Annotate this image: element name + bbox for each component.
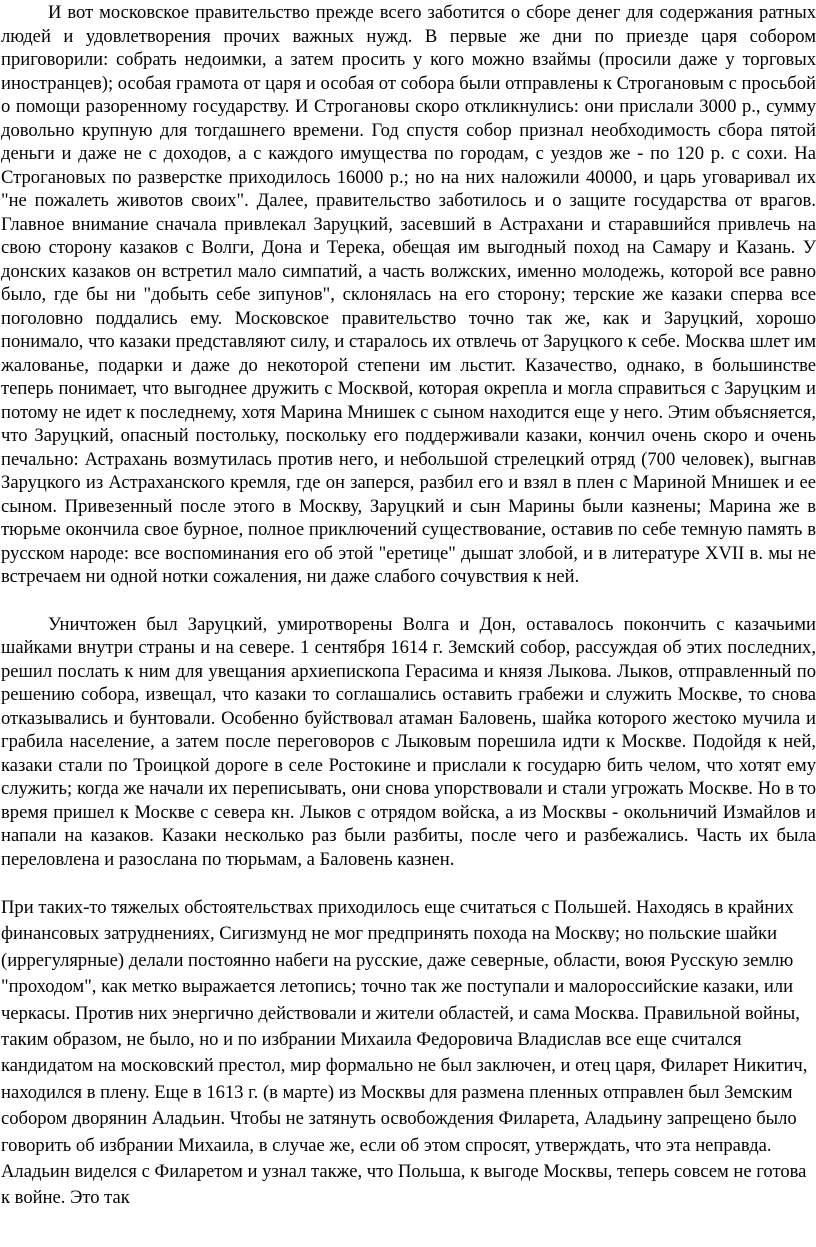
- paragraph-cossack-bands: Уничтожен был Заруцкий, умиротворены Волга и Дон, оставалось покончить с казачьими шайками внутри страны и на севере. 1 сентября 1614 г. Земский собор, рассуждая об этих последних, решил послать к ним для увещания архиепископа Герасима и князя Лыкова. Лыков, отправленный по решению собора, извещал, что казаки то соглашались оставить грабежи и служить Москве, то снова отказывались и бунтовали. Особенно буйствовал атаман Баловень, шайка которого жестоко мучила и грабила население, а затем после переговоров с Лыковым порешила идти к Москве. Подойдя к ней, казаки стали по Троицкой дороге в селе Ростокине и прислали к государю бить челом, что хотят ему служить; когда же начали их переписывать, они снова упорствовали и стали угрожать Москве. Но в то время пришел к Москве с севера кн. Лыков с отрядом войска, а из Москвы - окольничий Измайлов и напали на казаков. Казаки несколько раз были разбиты, после чего и разбежались. Часть их была переловлена и разослана по тюрьмам, а Баловень казнен.: [1, 613, 816, 870]
- paragraph-zarutsky-and-finances: И вот московское правительство прежде всего заботится о сборе денег для содержания ратных людей и удовлетворения прочих важных нужд. В первые же дни по приезде царя собором приговорили: собрать недоимки, а затем просить у кого можно взаймы (просили даже у торговых иностранцев); особая грамота от царя и особая от собора были отправлены к Строгановым с просьбой о помощи разоренному государству. И Строгановы скоро откликнулись: они прислали 3000 р., сумму довольно крупную для тогдашнего времени. Год спустя собор признал необходимость сбора пятой деньги и даже не с доходов, а с каждого имущества по городам, с уездов же - по 120 р. с сохи. На Строгановых по разверстке приходилось 16000 р.; но на них наложили 40000, и царь уговаривал их "не пожалеть животов своих". Далее, правительство заботилось и о защите государства от врагов. Главное внимание сначала привлекал Заруцкий, засевший в Астрахани и старавшийся привлечь на свою сторону казаков с Волги, Дона и Терека, обещая им выгодный поход на Самару и Казань. У донских казаков он встретил мало симпатий, а часть волжских, именно молодежь, которой все равно было, где бы ни "добыть себе зипунов", склонялась на его сторону; терские же казаки сперва все поголовно поддались ему. Московское правительство точно так же, как и Заруцкий, хорошо понимало, что казаки представляют силу, и старалось их отвлечь от Заруцкого к себе. Москва шлет им жалованье, подарки и даже до некоторой степени им льстит. Казачество, однако, в большинстве теперь понимает, что выгоднее дружить с Москвой, которая окрепла и могла справиться с Заруцким и потому не идет к последнему, хотя Марина Мнишек с сыном находится еще у него. Этим объясняется, что Заруцкий, опасный постольку, поскольку его поддерживали казаки, кончил очень скоро и очень печально: Астрахань возмутилась против него, и небольшой стрелецкий отряд (700 человек), выгнав Заруцкого из Астраханского кремля, где он заперся, разбил его и взял в плен с Мариной Мнишек и ее сыном. Привезенный после этого в Москву, Заруцкий и сын Марины были казнены; Марина же в тюрьме окончила свое бурное, полное приключений существование, оставив по себе темную память в русском народе: все воспоминания его об этой "еретице" дышат злобой, и в литературе XVII в. мы не встречаем ни одной нотки сожаления, ни даже слабого сочувствия к ней.: [1, 2, 816, 587]
- paragraph-poland-relations: При таких-то тяжелых обстоятельствах приходилось еще считаться с Польшей. Находясь в крайних финансовых затруднениях, Сигизмунд не мог предпринять похода на Москву; но польские шайки (иррегулярные) делали постоянно набеги на русские, даже северные, области, воюя Русскую землю "проходом", как метко выражается летопись; точно так же поступали и малороссийские казаки, или черкасы. Против них энергично действовали и жители областей, и сама Москва. Правильной войны, таким образом, не было, но и по избрании Михаила Федоровича Владислав все еще считался кандидатом на московский престол, мир формально не был заключен, и отец царя, Филарет Никитич, находился в плену. Еще в 1613 г. (в марте) из Москвы для размена пленных отправлен был Земским собором дворянин Аладьин. Чтобы не затянуть освобождения Филарета, Аладьину запрещено было говорить об избрании Михаила, в случае же, если об этом спросят, утверждать, что эта неправда. Аладьин виделся с Филаретом и узнал также, что Польша, к выгоде Москвы, теперь совсем не готова к войне. Это так: [1, 897, 808, 1209]
